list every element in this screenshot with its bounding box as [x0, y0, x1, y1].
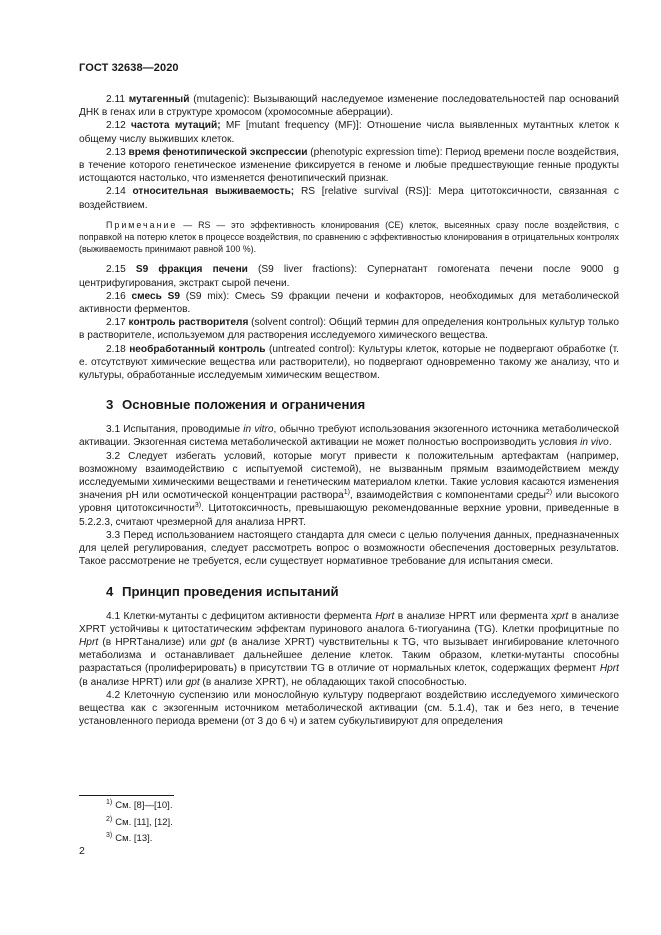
gene-name: xprt — [551, 610, 569, 622]
term-number: 2.13 — [106, 146, 126, 158]
clause-text: . Цитотоксичность, превышающую рекомендованные верхние уровни, приведенные в 5.2.2.3, считают чрезмерной для анализа HPRT. — [79, 503, 619, 528]
clause-text: (в анализе XPRT) чувствительны к TG, что вызывает ингибирование клеточного метаболизма и останавливает дальнейшее деление клеток. Таким образом, клетки-мутанты способны разрастаться (пролиферировать) в присутствии TG в отличие от нормальных клеток, содержащих фермент — [79, 636, 619, 675]
footnote-divider — [79, 795, 174, 796]
footnote-text: См. [8]—[10]. — [115, 800, 173, 811]
term-2-16 — [79, 290, 619, 316]
document-body — [79, 93, 619, 728]
term-definition: (solvent control): Общий термин для определения контрольных культур только в растворителе, используемом для растворения исследуемого химического вещества. — [79, 317, 619, 342]
latin-term: in vivo — [580, 437, 609, 449]
term-2-17 — [79, 316, 619, 342]
term-2-14 — [79, 185, 619, 211]
term-number: 2.11 — [106, 94, 125, 105]
footnote-item — [106, 831, 173, 848]
footnote-mark: 2) — [106, 815, 113, 823]
term-definition: (mutagenic): Вызывающий наследуемое изменение последовательностей пар оснований ДНК в генах или в структуре хромосом (хромосомные аберрации). — [79, 94, 619, 119]
term-number: 2.12 — [106, 120, 126, 132]
page-number: 2 — [79, 845, 85, 857]
clause-4-2: 4.2 Клеточную суспензию или монослойную культуру подвергают воздействию исследуемого химического вещества как с экзогенным источником метаболической активации (см. 5.1.4), так и без него, в течение установленного периода времени (от 3 до 6 ч) и затем субкультивируют для определения — [79, 689, 619, 728]
term-definition: (S9 liver fractions): Супернатант гомогената печени после 9000 g центрифугирования, экстракт сырой печени. — [79, 264, 619, 289]
term-name: время фенотипической экспрессии — [128, 146, 308, 158]
term-2-11 — [79, 93, 619, 119]
section-title: Принцип проведения испытаний — [122, 583, 339, 599]
term-name: частота мутаций; — [131, 120, 221, 132]
clause-4-1 — [79, 610, 619, 689]
footnote-ref[interactable]: 2) — [545, 489, 553, 497]
document-header: ГОСТ 32638—2020 — [79, 62, 179, 74]
footnotes — [106, 798, 173, 848]
section-4-heading — [79, 584, 619, 600]
clause-3-1 — [79, 423, 619, 449]
footnote-ref[interactable]: 3) — [194, 502, 202, 510]
term-2-13 — [79, 146, 619, 186]
clause-text: (в анализе HPRT) или — [79, 676, 186, 688]
footnote-item — [106, 815, 173, 832]
clause-text: . — [608, 437, 612, 449]
term-2-18 — [79, 343, 619, 383]
gene-name: Hprt — [79, 636, 99, 648]
section-3-heading — [79, 397, 619, 413]
term-name: необработанный контроль — [129, 343, 266, 355]
note-paragraph — [79, 219, 619, 256]
term-number: 2.17 — [106, 317, 126, 329]
term-2-12 — [79, 119, 619, 145]
term-number: 2.14 — [106, 186, 126, 198]
gene-name: Hprt — [375, 610, 395, 622]
term-name: контроль растворителя — [128, 317, 249, 329]
clause-text: в анализе XPRT устойчивы к цитостатическим эффектам пуринового аналога 6-тиогуанина (TG). Клетки профицитные по — [79, 610, 619, 635]
term-name: S9 фракция печени — [135, 264, 248, 276]
term-number: 2.15 — [106, 264, 126, 276]
term-name: относительная выживаемость; — [132, 186, 295, 198]
term-definition: (S9 mix): Смесь S9 фракции печени и кофакторов, необходимых для метаболической активности ферментов. — [79, 290, 619, 316]
term-number: 2.18 — [106, 343, 126, 355]
clause-text: (в анализе XPRT), не обладающих такой способностью. — [199, 676, 467, 688]
term-definition: (phenotypic expression time): Период времени после воздействия, в течение которого генетическое изменение фиксируется в геноме и любые предшествующие генные продукты истощаются настолько, что изменяется фенотипический признак. — [79, 146, 619, 185]
clause-text: , обычно требуют использования экзогенного источника метаболической активации. Экзогенная система метаболической активации не может полностью воспроизводить условия — [79, 424, 619, 449]
section-title: Основные положения и ограничения — [122, 397, 366, 413]
gene-name: gpt — [210, 636, 225, 648]
latin-term: in vitro — [243, 424, 274, 436]
clause-3-3: 3.3 Перед использованием настоящего стандарта для смеси с целью получения данных, предназначенных для целей регулирования, следует рассмотреть вопрос о возможности обеспечения достоверных результатов. Такое рассмотрение не требуется, если существует нормативное требование для испытания смеси. — [79, 529, 619, 568]
section-number: 4 — [106, 583, 114, 599]
term-name: мутагенный — [128, 94, 190, 105]
footnote-text: См. [13]. — [115, 833, 153, 844]
section-number: 3 — [106, 397, 114, 413]
footnote-ref[interactable]: 1) — [343, 489, 350, 497]
term-2-15 — [79, 263, 619, 289]
term-definition: (untreated control): Культуры клеток, которые не подвергают обработке (т. е. отсутствуют химические вещества или растворители), но подвергают одновременно такому же анализу, что и культуры, обработанные исследуемым химическим веществом. — [79, 343, 619, 382]
footnote-mark: 3) — [106, 832, 113, 839]
clause-text: 3.2 Следует избегать условий, которые могут привести к положительным артефактам (например, возможному взаимодействию с испытуемой системой), не вызванным прямым взаимодействием между исследуемыми химическими веществами и генетическим материалом клетки. Такие условия касаются изменения значения pH или осмотической концентрации раствора — [79, 450, 619, 502]
note-text: — RS — это эффективность клонирования (CE) клеток, высеянных сразу после воздействия, с поправкой на потерю клеток в процессе воздействия, по сравнению с эффективностью клонирования в отрицательных контролях (выживаемость принимают равной 100 %). — [79, 219, 619, 255]
footnote-item — [106, 798, 173, 815]
clause-3-2 — [79, 450, 619, 529]
term-number: 2.16 — [106, 290, 126, 302]
term-name: смесь S9 — [131, 290, 181, 302]
gene-name: gpt — [185, 676, 200, 688]
note-label: Примечание — [106, 219, 178, 230]
term-definition: MF [mutant frequency (MF)]: Отношение числа выявленных мутантных клеток к общему числу выживших клеток. — [79, 120, 619, 145]
footnote-text: См. [11], [12]. — [115, 816, 173, 828]
clause-text: 3.1 Испытания, проводимые — [106, 424, 244, 436]
footnote-mark: 1) — [106, 799, 113, 806]
clause-text: в анализе HPRT или фермента — [394, 610, 552, 622]
clause-text: , взаимодействия с компонентами среды — [350, 490, 546, 502]
clause-text: или высокого уровня цитотоксичности — [79, 490, 619, 515]
clause-text: (в HPRTанализе) или — [98, 636, 211, 648]
clause-text: 4.1 Клетки-мутанты с дефицитом активности фермента — [106, 610, 376, 622]
gene-name: Hprt — [599, 663, 619, 675]
term-definition: RS [relative survival (RS)]: Мера цитотоксичности, связанная с воздействием. — [79, 186, 619, 211]
